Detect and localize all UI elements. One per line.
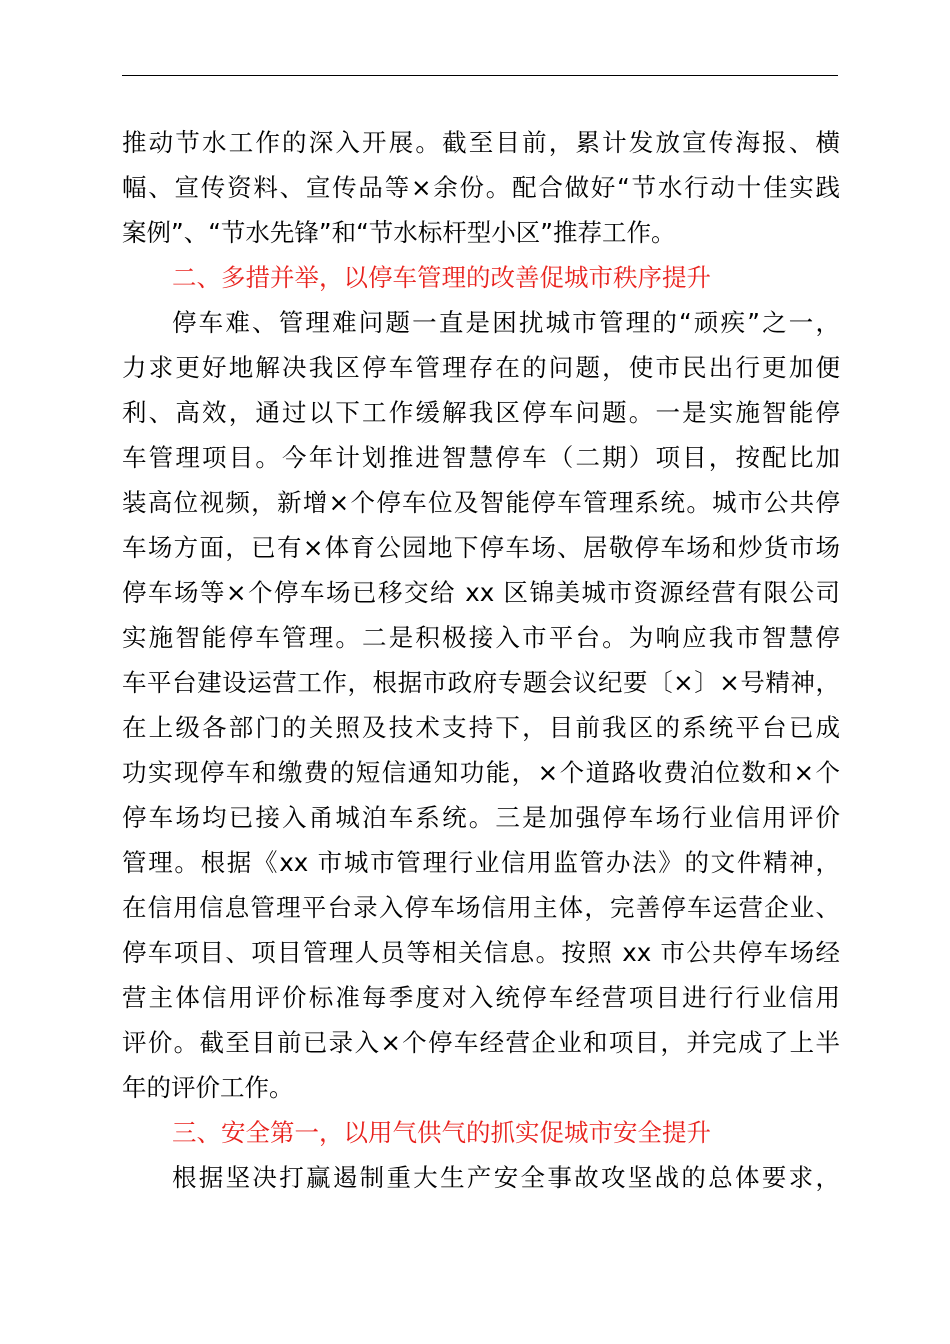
header-rule — [122, 75, 838, 76]
text-line: 力求更好地解决我区停车管理存在的问题，使市民出行更加便 — [122, 353, 840, 382]
text-line: 根据坚决打赢遏制重大生产安全事故攻坚战的总体要求， — [172, 1163, 840, 1192]
text-line: 装高位视频，新增×个停车位及智能停车管理系统。城市公共停 — [122, 488, 840, 517]
text-line: 利、高效，通过以下工作缓解我区停车问题。一是实施智能停 — [122, 398, 840, 427]
text-line: 停车场等×个停车场已移交给 xx 区锦美城市资源经营有限公司 — [122, 578, 840, 607]
text-line: 推动节水工作的深入开展。截至目前，累计发放宣传海报、横 — [122, 128, 840, 157]
text-line: 在信用信息管理平台录入停车场信用主体，完善停车运营企业、 — [122, 893, 840, 922]
text-line: 管理。根据《xx 市城市管理行业信用监管办法》的文件精神， — [122, 848, 840, 877]
section-heading-2: 二、多措并举，以停车管理的改善促城市秩序提升 — [172, 263, 711, 292]
text-line: 车平台建设运营工作，根据市政府专题会议纪要〔×〕×号精神， — [122, 668, 840, 697]
text-line: 评价。截至目前已录入×个停车经营企业和项目，并完成了上半 — [122, 1028, 840, 1057]
text-line: 车场方面，已有×体育公园地下停车场、居敬停车场和炒货市场 — [122, 533, 840, 562]
text-line: 停车项目、项目管理人员等相关信息。按照 xx 市公共停车场经 — [122, 938, 840, 967]
text-line: 年的评价工作。 — [122, 1073, 294, 1102]
text-line: 停车场均已接入甬城泊车系统。三是加强停车场行业信用评价 — [122, 803, 840, 832]
section-heading-3: 三、安全第一，以用气供气的抓实促城市安全提升 — [172, 1118, 711, 1147]
text-line: 幅、宣传资料、宣传品等×余份。配合做好“节水行动十佳实践 — [122, 173, 840, 202]
text-line: 车管理项目。今年计划推进智慧停车（二期）项目，按配比加 — [122, 443, 840, 472]
text-line: 停车难、管理难问题一直是困扰城市管理的“顽疾”之一， — [172, 308, 840, 337]
text-line: 功实现停车和缴费的短信通知功能，×个道路收费泊位数和×个 — [122, 758, 840, 787]
text-line: 营主体信用评价标准每季度对入统停车经营项目进行行业信用 — [122, 983, 840, 1012]
text-line: 案例”、“节水先锋”和“节水标杆型小区”推荐工作。 — [122, 218, 676, 247]
text-line: 在上级各部门的关照及技术支持下，目前我区的系统平台已成 — [122, 713, 840, 742]
document-body — [122, 120, 840, 1200]
text-line: 实施智能停车管理。二是积极接入市平台。为响应我市智慧停 — [122, 623, 840, 652]
